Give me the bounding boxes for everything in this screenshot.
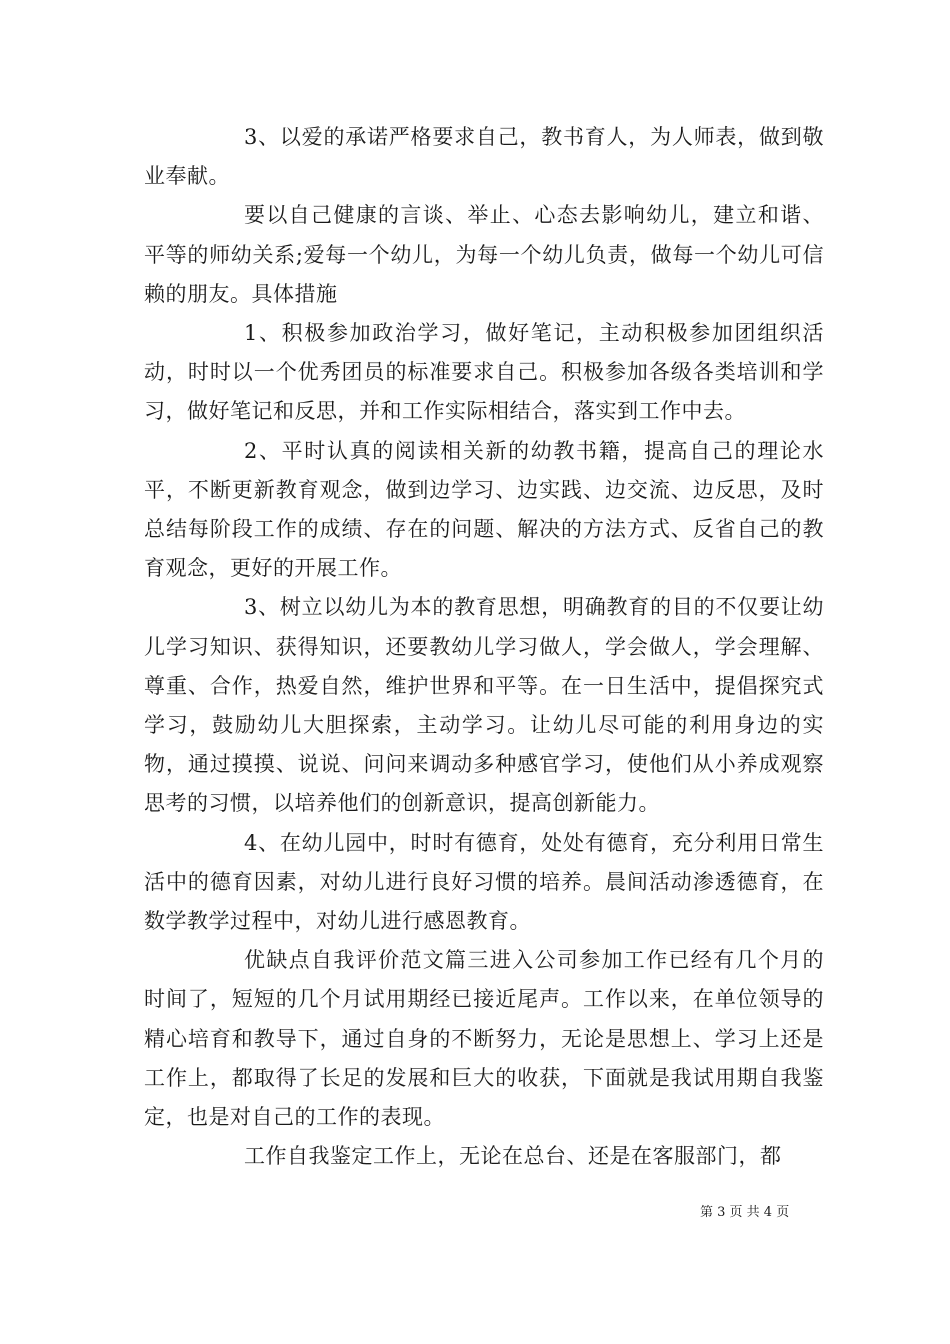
page-number-footer: 第 3 页 共 4 页 <box>700 1205 790 1220</box>
paragraph-5: 3、树立以幼儿为本的教育思想，明确教育的目的不仅要让幼儿学习知识、获得知识，还要教幼儿学习做人，学会做人，学会理解、尊重、合作，热爱自然，维护世界和平等。在一日生活中，提倡探究式学习，鼓励幼儿大胆探索，主动学习。让幼儿尽可能的利用身边的实物，通过摸摸、说说、问问来调动多种感官学习，使他们从小养成观察思考的习惯，以培养他们的创新意识，提高创新能力。 <box>144 595 824 816</box>
document-body <box>144 118 824 1176</box>
paragraph-8: 工作自我鉴定工作上，无论在总台、还是在客服部门，都 <box>244 1144 782 1169</box>
paragraph-7: 优缺点自我评价范文篇三进入公司参加工作已经有几个月的时间了，短短的几个月试用期经已接近尾声。工作以来，在单位领导的精心培育和教导下，通过自身的不断努力，无论是思想上、学习上还是工作上，都取得了长足的发展和巨大的收获，下面就是我试用期自我鉴定，也是对自己的工作的表现。 <box>144 948 824 1130</box>
paragraph-4: 2、平时认真的阅读相关新的幼教书籍，提高自己的理论水平，不断更新教育观念，做到边学习、边实践、边交流、边反思，及时总结每阶段工作的成绩、存在的问题、解决的方法方式、反省自己的教育观念，更好的开展工作。 <box>144 438 824 581</box>
paragraph-6: 4、在幼儿园中，时时有德育，处处有德育，充分利用日常生活中的德育因素，对幼儿进行良好习惯的培养。晨间活动渗透德育，在数学教学过程中，对幼儿进行感恩教育。 <box>144 830 824 934</box>
paragraph-1: 3、以爱的承诺严格要求自己，教书育人，为人师表，做到敬业奉献。 <box>144 125 824 189</box>
paragraph-2: 要以自己健康的言谈、举止、心态去影响幼儿，建立和谐、平等的师幼关系;爱每一个幼儿，为每一个幼儿负责，做每一个幼儿可信赖的朋友。具体措施 <box>144 203 824 306</box>
paragraph-3: 1、积极参加政治学习，做好笔记，主动积极参加团组织活动，时时以一个优秀团员的标准要求自己。积极参加各级各类培训和学习，做好笔记和反思，并和工作实际相结合，落实到工作中去。 <box>144 321 824 424</box>
